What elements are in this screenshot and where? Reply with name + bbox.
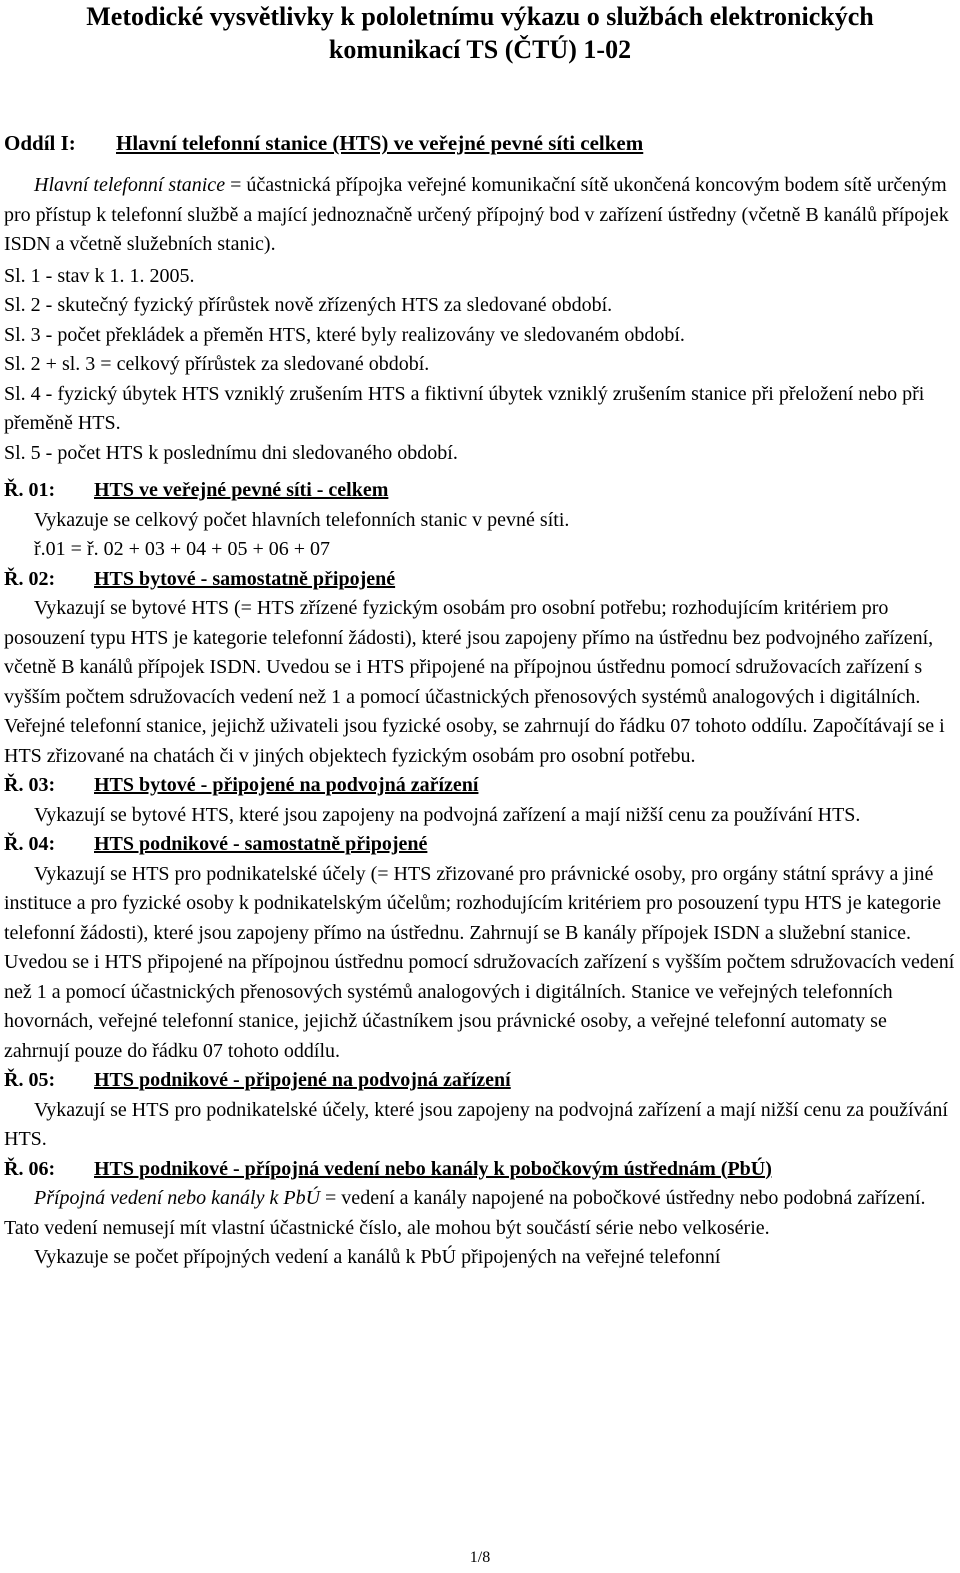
- row-heading-02: Ř. 02: HTS bytové - samostatně připojené: [4, 567, 396, 590]
- column-note: Sl. 2 - skutečný fyzický přírůstek nově zřízených HTS za sledované období.: [4, 294, 613, 316]
- row-text-04: Vykazují se HTS pro podnikatelské účely (= HTS zřizované pro právnické osoby, pro orgány státní správy a jiné instituce a pro fyzické osoby k podnikatelským účelům; rozhodujícím kritériem pro posouzení typu HTS je kategorie telefonní žádosti), které jsou zapojeny přímo na ústřednu. Zahrnují se B kanály přípojek ISDN a služební stanice. Uvedou se i HTS připojené na přípojnou ústřednu pomocí sdružovacích zařízení s vyšším počtem sdružovacích vedení než 1 a pomocí účastnických přenosových systémů analogových i digitálních. Stanice ve veřejných telefonních hovornách, veřejné telefonní stanice, jejichž účastníkem jsou právnické osoby, a veřejné telefonní automaty se zahrnují pouze do řádku 07 tohoto oddílu.: [4, 862, 955, 1062]
- column-note: Sl. 5 - počet HTS k poslednímu dni sledovaného období.: [4, 441, 458, 464]
- definition-term: Hlavní telefonní stanice: [34, 174, 226, 196]
- section-title: Hlavní telefonní stanice (HTS) ve veřejné pevné síti celkem: [116, 131, 644, 155]
- row-text-02: Vykazují se bytové HTS (= HTS zřízené fyzickým osobám pro osobní potřebu; rozhodujícím kritériem pro posouzení typu HTS je kategorie telefonní žádosti), které jsou zapojeny přímo na ústřednu bez podvojného zařízení, včetně B kanálů přípojek ISDN. Uvedou se i HTS připojené na přípojnou ústřednu pomocí sdružovacích zařízení s vyšším počtem sdružovacích vedení než 1 a pomocí účastnických přenosových systémů analogových i digitálních. Veřejné telefonní stanice, jejichž uživateli jsou fyzické osoby, se zahrnují do řádku 07 tohoto oddílu. Započítávají se i HTS zřizované na chatách či v jiných objektech fyzickým osobám pro osobní potřebu.: [4, 597, 945, 767]
- section-body: [4, 171, 956, 1273]
- column-note: Sl. 3 - počet překládek a přeměn HTS, které byly realizovány ve sledovaném období.: [4, 323, 685, 346]
- definition-text: = účastnická přípojka veřejné komunikační sítě ukončená koncovým bodem sítě určeným pro přístup k telefonní službě a mající jednoznačně určený přípojný bod v zařízení ústředny (včetně B kanálů přípojek ISDN a včetně služebních stanic).: [4, 174, 949, 255]
- row-text-03: Vykazují se bytové HTS, které jsou zapojeny na podvojná zařízení a mají nižší cenu za používání HTS.: [34, 803, 861, 826]
- row-heading-04: Ř. 04: HTS podnikové - samostatně připojené: [4, 833, 428, 855]
- page-number: 1/8: [469, 1549, 491, 1566]
- row-text-05: Vykazují se HTS pro podnikatelské účely, které jsou zapojeny na podvojná zařízení a mají nižší cenu za používání HTS.: [4, 1098, 948, 1150]
- row-text-06: Přípojná vedení nebo kanály k PbÚ = vedení a kanály napojené na pobočkové ústředny nebo podobná zařízení. Tato vedení nemusejí mít vlastní účastnické číslo, ale mohou být součástí série nebo velkosérie.: [4, 1187, 926, 1239]
- row-heading-01: Ř. 01: HTS ve veřejné pevné síti - celkem: [4, 479, 389, 501]
- row-06-term: Přípojná vedení nebo kanály k PbÚ: [34, 1187, 321, 1209]
- document-title: [0, 0, 960, 66]
- row-heading-03: Ř. 03: HTS bytové - připojené na podvojná zařízení: [4, 774, 479, 796]
- row-heading-06: Ř. 06: HTS podnikové - přípojná vedení nebo kanály k pobočkovým ústřednám (PbÚ): [4, 1157, 772, 1180]
- column-note: Sl. 2 + sl. 3 = celkový přírůstek za sledované období.: [4, 353, 430, 375]
- row-heading-05: Ř. 05: HTS podnikové - připojené na podvojná zařízení: [4, 1069, 511, 1091]
- definition-paragraph: [4, 171, 956, 260]
- column-note: Sl. 4 - fyzický úbytek HTS vzniklý zrušením HTS a fiktivní úbytek vzniklý zrušením stanice při přeložení nebo při přeměně HTS.: [4, 382, 925, 434]
- section-label: Oddíl I:: [4, 131, 76, 155]
- row-formula-01: ř.01 = ř. 02 + 03 + 04 + 05 + 06 + 07: [34, 538, 330, 560]
- row-text-01: Vykazuje se celkový počet hlavních telefonních stanic v pevné síti.: [34, 508, 570, 531]
- title-line-2: komunikací TS (ČTÚ) 1-02: [328, 35, 632, 64]
- title-line-1: Metodické vysvětlivky k pololetnímu výkazu o službách elektronických: [86, 2, 874, 31]
- row-text-06b: Vykazuje se počet přípojných vedení a kanálů k PbÚ připojených na veřejné telefonní: [34, 1246, 721, 1268]
- section-heading: [4, 129, 643, 157]
- column-note: Sl. 1 - stav k 1. 1. 2005.: [4, 264, 195, 287]
